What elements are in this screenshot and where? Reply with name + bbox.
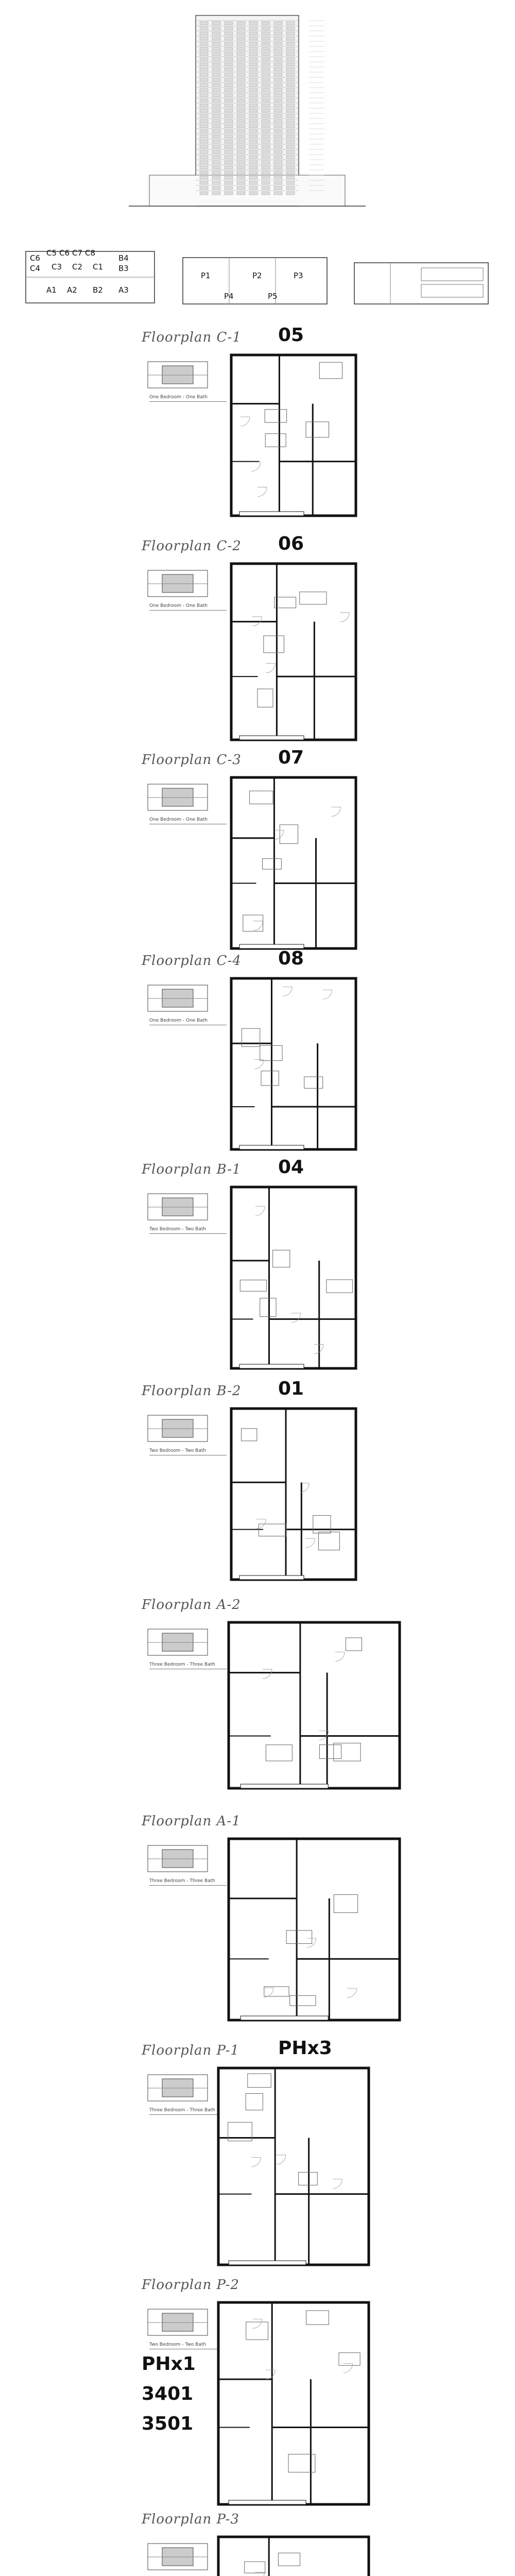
unit-stats: [149, 1662, 227, 1671]
unit-number: 06: [278, 533, 304, 554]
keyplan-unit-label: P2: [252, 271, 262, 280]
unit-type-label: One Bedroom - One Bath: [149, 1018, 227, 1025]
keyplan-unit-label: A3: [118, 285, 129, 295]
keyplan-thumbnail: [147, 1844, 209, 1875]
keyplan-unit-label: B4: [118, 253, 129, 263]
unit-type-label: One Bedroom - One Bath: [149, 394, 227, 402]
floorplan-drawing: [229, 775, 358, 953]
unit-number: 04: [278, 1157, 304, 1178]
keyplan-thumbnail: [147, 984, 209, 1014]
keyplan-unit-label: P1: [201, 271, 211, 280]
floorplan-drawing: [227, 1620, 402, 1792]
keyplan-thumbnail: [147, 2308, 209, 2338]
unit-type-label: Three Bedroom - Three Bath: [149, 2107, 227, 2115]
keyplan-thumbnail: [147, 1193, 209, 1223]
floorplan-title: Floorplan B-2: [142, 1383, 242, 1399]
keyplan-right: [344, 242, 501, 319]
floorplan-title: Floorplan C-2: [142, 538, 242, 554]
keyplan-thumbnail: [147, 2543, 209, 2573]
unit-number: 07: [278, 747, 304, 768]
keyplan-unit-label: C3: [52, 262, 62, 272]
unit-stats: [149, 817, 227, 826]
keyplan-unit-label: B2: [93, 285, 103, 295]
unit-stats: [149, 2107, 227, 2116]
unit-number: 01: [278, 1378, 304, 1399]
keyplan-unit-label: A1: [46, 285, 57, 295]
keyplan-thumbnail: [147, 783, 209, 814]
keyplan-unit-label: C1: [93, 262, 104, 272]
keyplan-thumbnail: [147, 1414, 209, 1445]
unit-number: 3501: [142, 2413, 194, 2434]
keyplan-left: [15, 241, 165, 318]
unit-type-label: Three Bedroom - Three Bath: [149, 1878, 227, 1886]
floorplan-drawing: [229, 976, 358, 1154]
keyplan-thumbnail: [147, 569, 209, 600]
unit-type-label: Three Bedroom - Three Bath: [149, 1662, 227, 1669]
unit-stats: [149, 1226, 227, 1235]
floorplan-title: Floorplan B-1: [142, 1162, 242, 1177]
floorplan-drawing: [216, 2066, 371, 2269]
keyplan-thumbnail: [147, 2074, 209, 2104]
floorplan-drawing: [227, 1837, 402, 2024]
unit-type-label: Two Bedroom - Two Bath: [149, 2342, 227, 2349]
unit-number-list: [142, 2349, 196, 2439]
keyplan-unit-label: P5: [268, 292, 278, 301]
keyplan-unit-label: C2: [72, 262, 83, 272]
unit-stats: [149, 1878, 227, 1887]
floorplan-title: Floorplan C-3: [142, 752, 242, 768]
unit-stats: [149, 1018, 227, 1027]
floorplan-title: Floorplan C-4: [142, 953, 242, 969]
unit-number: 3401: [142, 2383, 194, 2404]
keyplan-thumbnail: [147, 1628, 209, 1658]
tower-elevation: [118, 5, 376, 222]
unit-stats: [149, 394, 227, 403]
floorplan-drawing: [229, 1185, 358, 1372]
unit-type-label: Two Bedroom - Two Bath: [149, 1226, 227, 1234]
keyplan-unit-label: P3: [294, 271, 303, 280]
floorplan-title: Floorplan C-1: [142, 330, 242, 345]
floorplan-drawing: [229, 562, 358, 744]
keyplan-center: [178, 242, 332, 319]
unit-type-label: One Bedroom - One Bath: [149, 817, 227, 824]
keyplan-unit-label: C6: [59, 248, 70, 258]
keyplan-unit-label: C5: [46, 248, 57, 258]
unit-number: 05: [278, 325, 304, 346]
unit-stats: [149, 1448, 227, 1457]
floorplan-title: Floorplan P-1: [142, 2043, 239, 2058]
keyplan-unit-label: C4: [30, 264, 41, 273]
floorplan-drawing: [216, 2300, 371, 2509]
keyplan-unit-label: P4: [224, 292, 234, 301]
keyplan-unit-label: B3: [118, 264, 129, 273]
floorplan-drawing: [229, 353, 358, 520]
floorplan-title: Floorplan A-1: [142, 1814, 241, 1829]
floorplan-title: Floorplan P-3: [142, 2512, 239, 2527]
floorplan-drawing: [216, 2535, 371, 2576]
unit-stats: [149, 603, 227, 612]
unit-number: 08: [278, 948, 304, 969]
floorplan-drawing: [229, 1406, 358, 1584]
floorplan-title: Floorplan P-2: [142, 2277, 239, 2293]
keyplan-unit-label: C7: [72, 248, 83, 258]
keyplan-unit-label: C8: [85, 248, 96, 258]
unit-type-label: Two Bedroom - Two Bath: [149, 1448, 227, 1455]
keyplan-unit-label: C6: [30, 253, 41, 263]
unit-type-label: One Bedroom - One Bath: [149, 603, 227, 611]
floorplan-title: Floorplan A-2: [142, 1597, 241, 1613]
unit-number: PHx1: [142, 2353, 196, 2375]
unit-number: PHx3: [278, 2038, 332, 2059]
keyplan-thumbnail: [147, 361, 209, 391]
keyplan-unit-label: A2: [67, 285, 77, 295]
